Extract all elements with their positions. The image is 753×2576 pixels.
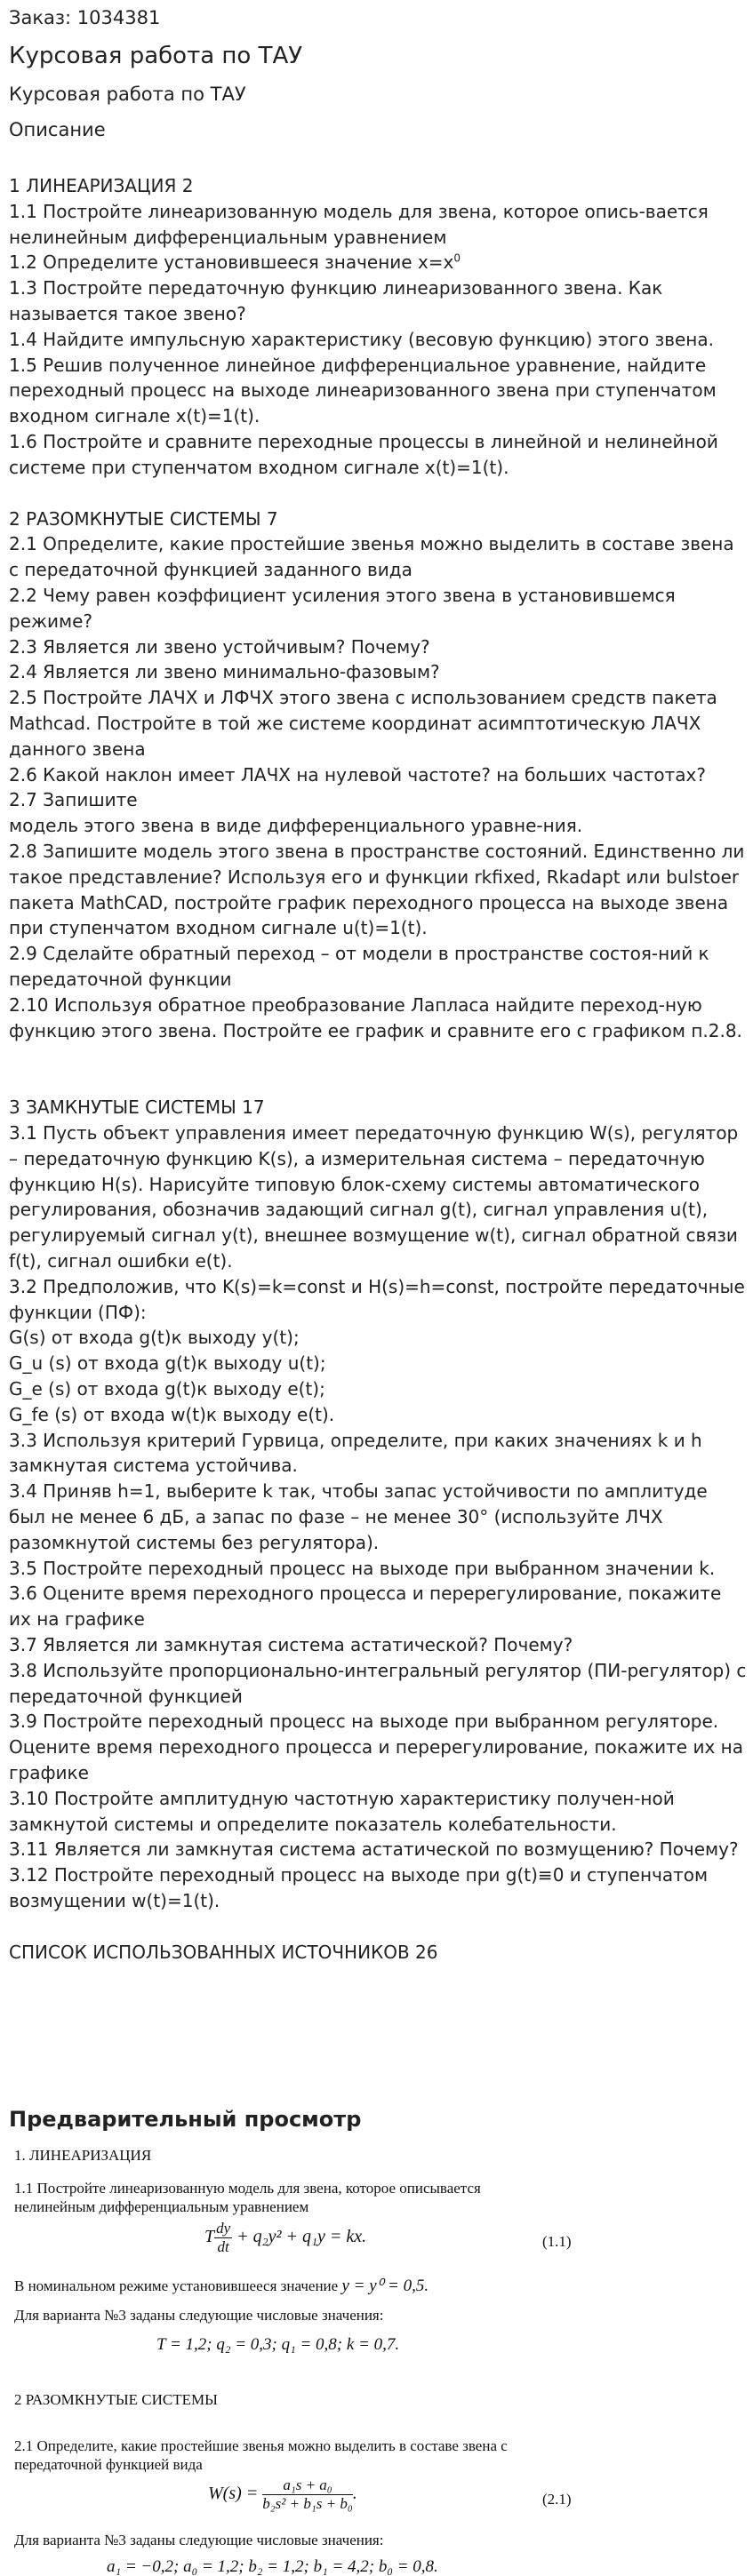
preview-text: Для варианта №3 заданы следующие числовые значения: <box>14 2307 384 2324</box>
page-title: Курсовая работа по ТАУ <box>9 43 303 69</box>
preview-text: В номинальном режиме установившееся значение y = y⁰ = 0,5. <box>14 2277 429 2295</box>
task-item: 1.1 Постройте линеаризованную модель для звена, которое опись-вается нелинейным дифференциальным уравнением <box>9 200 709 248</box>
task-item: G(s) от входа g(t)к выходу y(t); <box>9 1327 300 1349</box>
task-item: 3.7 Является ли замкнутая система астатической? Почему? <box>9 1634 573 1656</box>
task-item: 1.6 Постройте и сравните переходные процессы в линейной и нелинейной системе при ступенчатом входном сигнале x(t)=1(t). <box>9 430 718 478</box>
task-item: G_e (s) от входа g(t)к выходу e(t); <box>9 1378 325 1400</box>
task-item: G_fe (s) от входа w(t)к выходу e(t). <box>9 1403 335 1425</box>
preview-section-title: 2 РАЗОМКНУТЫЕ СИСТЕМЫ <box>14 2391 218 2408</box>
task-item: 3.2 Предположив, что K(s)=k=const и H(s)=h=const, постройте передаточные функции (ПФ): <box>9 1275 745 1323</box>
preview-task-item: 2.1 Определите, какие простейшие звенья можно выделить в составе звена с передаточной функцией вида <box>14 2437 508 2473</box>
task-item: 3.5 Постройте переходный процесс на выходе при выбранном значении k. <box>9 1557 716 1579</box>
page-subtitle: Курсовая работа по ТАУ <box>9 84 246 105</box>
task-item: 3.6 Оцените время переходного процесса и перерегулирование, покажите их на графике <box>9 1583 722 1631</box>
task-item: 1.2 Определите установившееся значение $x=x^0$ <box>9 251 461 274</box>
section-heading: 2 РАЗОМКНУТЫЕ СИСТЕМЫ 7 <box>9 507 278 530</box>
task-item: 1.3 Постройте передаточную функцию линеаризованного звена. Как называется такое звено? <box>9 277 663 324</box>
task-item: 1.4 Найдите импульсную характеристику (весовую функцию) этого звена. <box>9 328 714 350</box>
section-heading: 3 ЗАМКНУТЫЕ СИСТЕМЫ 17 <box>9 1097 265 1119</box>
task-item: 2.2 Чему равен коэффициент усиления этого звена в установившемся режиме? <box>9 584 676 632</box>
preview-section-title: 1. ЛИНЕАРИЗАЦИЯ <box>14 2147 152 2164</box>
equation-2: W(s) = $\frac{\text{a₁s + a₀}}{\text{b₂s² + b₁s + b₀}}$ . <box>208 2476 357 2512</box>
task-item: 2.5 Постройте ЛАЧХ и ЛФЧХ этого звена с использованием средств пакета Mathcad. Постройте в той же системе координат асимптотическую ЛАЧХ данного звена <box>9 687 717 760</box>
section-heading: 1 ЛИНЕАРИЗАЦИЯ 2 <box>9 175 194 196</box>
task-item: 3.8 Используйте пропорционально-интегральный регулятор (ПИ-регулятор) с передаточной функцией <box>9 1659 747 1707</box>
task-item: 2.4 Является ли звено минимально-фазовым? <box>9 661 440 683</box>
task-item: 1.5 Решив полученное линейное дифференциальное уравнение, найдите переходный процесс на выходе линеаризованного звена при ступенчатом входном сигнале x(t)=1(t). <box>9 354 717 427</box>
equation-number: (1.1) <box>542 2233 572 2250</box>
task-item: 3.12 Постройте переходный процесс на выходе при g(t)≡0 и ступенчатом возмущении w(t)=1(t). <box>9 1864 709 1911</box>
task-item: 3.11 Является ли замкнутая система астатической по возмущению? Почему? <box>9 1838 739 1861</box>
task-item: 2.3 Является ли звено устойчивым? Почему? <box>9 635 430 658</box>
task-item: 3.3 Используя критерий Гурвица, определите, при каких значениях k и h замкнутая система устойчива. <box>9 1429 702 1477</box>
task-item: 2.8 Запишите модель этого звена в пространстве состояний. Единственно ли такое представление? Используя его и функции rkfixed, Rkadapt или bulstoer пакета MathCAD, постройте график переходного процесса на выходе звена при ступенчатом входном сигнале u(t)=1(t). <box>9 840 745 939</box>
equation-1: T $\frac{dy}{dt}$ + q₂y² + q₁y = kx. <box>204 2220 367 2255</box>
preview-section <box>9 2106 747 2576</box>
task-item: 2.1 Определите, какие простейшие звенья можно выделить в составе звена с передаточной функцией заданного вида <box>9 533 734 581</box>
task-item: 2.9 Сделайте обратный переход – от модели в пространстве состоя-ний к передаточной функции <box>9 943 709 990</box>
task-item: 2.10 Используя обратное преобразование Лапласа найдите переход-ную функцию этого звена. Постройте ее график и сравните его с графиком п.2.8. <box>9 993 742 1041</box>
task-item: 3.4 Приняв h=1, выберите k так, чтобы запас устойчивости по амплитуде был не менее 6 дБ, а запас по фазе – не менее 30° (используйте ЛЧХ разомкнутой системы без регулятора). <box>9 1480 708 1553</box>
preview-values: a₁ = −0,2; a₀ = 1,2; b₂ = 1,2; b₁ = 4,2; b₀ = 0,8. <box>107 2557 438 2576</box>
document-body <box>9 0 747 1966</box>
preview-task-item: 1.1 Постройте линеаризованную модель для звена, которое описывается нелинейным дифференциальным уравнением <box>14 2180 481 2215</box>
references-heading: СПИСОК ИСПОЛЬЗОВАННЫХ ИСТОЧНИКОВ 26 <box>9 1941 438 1963</box>
task-item: 2.7 Запишите <box>9 789 138 811</box>
description-label: Описание <box>9 119 106 140</box>
preview-values: T = 1,2; q₂ = 0,3; q₁ = 0,8; k = 0,7. <box>156 2335 400 2354</box>
superscript: 0 <box>453 251 461 265</box>
preview-heading: Предварительный просмотр <box>9 2107 362 2132</box>
task-item: 3.9 Постройте переходный процесс на выходе при выбранном регуляторе. Оцените время переходного процесса и перерегулирование, покажите их на графике <box>9 1711 743 1784</box>
task-item: 2.6 Какой наклон имеет ЛАЧХ на нулевой частоте? на больших частотах? <box>9 763 706 786</box>
task-item: модель этого звена в виде дифференциального уравне-ния. <box>9 815 583 837</box>
order-number: Заказ: 1034381 <box>9 7 161 28</box>
task-item: 3.10 Постройте амплитудную частотную характеристику получен-ной замкнутой системы и определите показатель колебательности. <box>9 1787 675 1835</box>
equation-number: (2.1) <box>542 2491 572 2508</box>
task-item: 3.1 Пусть объект управления имеет передаточную функцию W(s), регулятор – передаточную функцию K(s), а измерительная система – передаточную функцию H(s). Нарисуйте типовую блок-схему системы автоматического регулирования, обозначив задающий сигнал g(t), сигнал управления u(t), регулируемый сигнал y(t), внешнее возмущение w(t), сигнал обратной связи f(t), сигнал ошибки e(t). <box>9 1122 739 1272</box>
description-content <box>9 173 747 1966</box>
task-item: G_u (s) от входа g(t)к выходу u(t); <box>9 1352 326 1375</box>
preview-text: Для варианта №3 заданы следующие числовые значения: <box>14 2532 384 2548</box>
